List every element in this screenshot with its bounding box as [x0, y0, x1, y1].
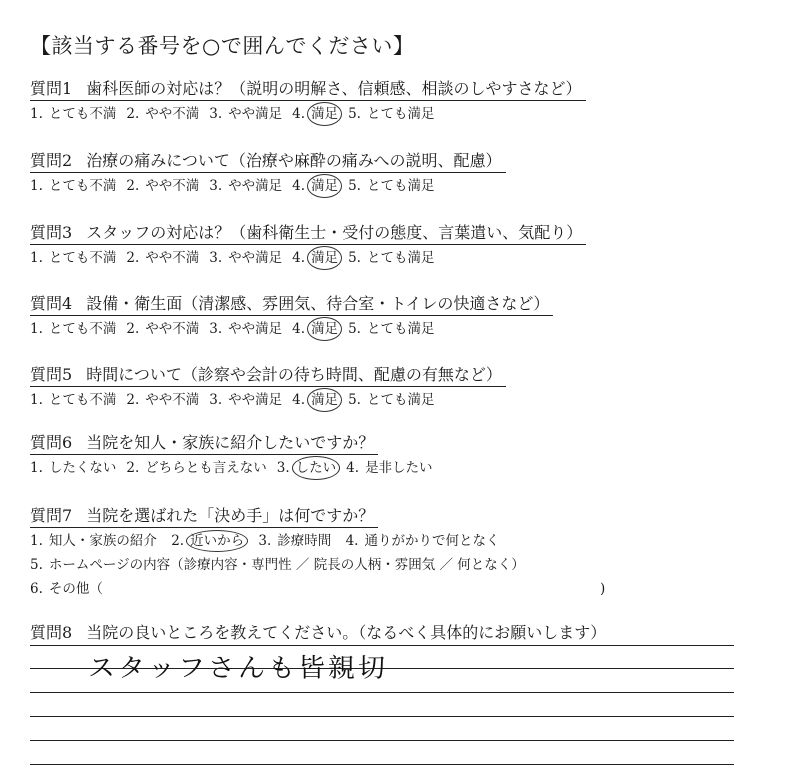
option-number: 3. — [276, 460, 290, 476]
option-label: とても不満 — [48, 178, 117, 194]
options-row — [30, 248, 586, 268]
option-label: やや不満 — [145, 178, 200, 194]
option-number: 1. — [30, 178, 43, 194]
question-title — [30, 293, 553, 316]
option-1[interactable] — [30, 248, 116, 268]
answer-line[interactable] — [30, 692, 734, 693]
selected-circle-mark: 満足 — [311, 250, 339, 266]
option-2[interactable] — [126, 104, 199, 124]
selected-circle-mark: 満足 — [311, 321, 339, 337]
option-label: やや満足 — [228, 106, 283, 122]
option-number: 2. — [126, 178, 140, 194]
question-number: 質問1 — [30, 79, 73, 98]
option-2[interactable] — [126, 319, 199, 339]
option-label: やや不満 — [145, 106, 200, 122]
question-title — [30, 432, 378, 455]
option-label: とても満足 — [366, 321, 435, 337]
option-3[interactable] — [209, 104, 282, 124]
question-text: 当院の良いところを教えてください。（なるべく具体的にお願いします） — [86, 623, 607, 642]
option-3[interactable] — [209, 248, 282, 268]
option-number: 3. — [209, 178, 223, 194]
option-2[interactable] — [126, 176, 199, 196]
option-number: 1. — [30, 321, 43, 337]
selected-circle-mark: 近いから — [190, 533, 245, 549]
option-1[interactable] — [30, 319, 116, 339]
question-text: 時間について（診察や会計の待ち時間、配慮の有無など） — [86, 365, 502, 384]
option-number: 5. — [348, 106, 361, 122]
option-number: 4. — [292, 106, 306, 122]
question-text: 設備・衛生面（清潔感、雰囲気、待合室・トイレの快適さなど） — [86, 294, 550, 313]
option-label: やや不満 — [145, 250, 200, 266]
option-number: 3. — [209, 392, 223, 408]
option-2[interactable] — [126, 248, 199, 268]
option-number: 2. — [126, 321, 140, 337]
option-5[interactable] — [348, 319, 434, 339]
question-6 — [30, 432, 433, 478]
option-label: やや満足 — [228, 178, 283, 194]
option-number: 2. — [126, 392, 140, 408]
option-number: 4. — [292, 392, 306, 408]
option-label: やや満足 — [228, 321, 283, 337]
answer-line[interactable] — [30, 740, 734, 741]
option-number: 1. — [30, 392, 43, 408]
option-number: 3. — [209, 321, 223, 337]
option-label: とても不満 — [48, 392, 117, 408]
question-text: 歯科医師の対応は？（説明の明解さ、信頼感、相談のしやすさなど） — [86, 79, 582, 98]
options-row — [30, 458, 433, 478]
option-number: 1. — [30, 106, 43, 122]
option-3[interactable] — [209, 319, 282, 339]
option-number: 2. — [126, 460, 140, 476]
option-1[interactable] — [30, 104, 116, 124]
option-5[interactable] — [348, 176, 434, 196]
option-label: とても不満 — [48, 321, 117, 337]
option-label: とても不満 — [48, 250, 117, 266]
question-1 — [30, 78, 586, 124]
option-4[interactable] — [292, 104, 338, 124]
options-row — [30, 104, 586, 124]
question-number: 質問4 — [30, 294, 73, 313]
question-title — [30, 78, 586, 101]
option-1[interactable] — [30, 176, 116, 196]
question-text: 当院を選ばれた「決め手」は何ですか？ — [86, 506, 375, 525]
question-number: 質問3 — [30, 223, 73, 242]
question-5 — [30, 364, 506, 410]
option-label: やや満足 — [228, 250, 283, 266]
answer-line[interactable] — [30, 716, 734, 717]
option-label: とても不満 — [48, 106, 117, 122]
option-label: 是非したい — [365, 460, 433, 476]
option-label: したくない — [48, 460, 117, 476]
question-number: 質問5 — [30, 365, 73, 384]
option-number: 2. — [126, 250, 140, 266]
q7-option-1[interactable]: 1. 知人・家族の紹介 — [30, 533, 157, 549]
answer-line[interactable] — [30, 645, 734, 646]
option-number: 5. — [348, 178, 361, 194]
option-label: やや不満 — [145, 392, 200, 408]
option-number: 5. — [348, 321, 361, 337]
question-8 — [30, 622, 610, 644]
option-1[interactable] — [30, 458, 116, 478]
options-row — [30, 390, 506, 410]
other-close-paren: ) — [600, 581, 606, 597]
question-text: 治療の痛みについて（治療や麻酔の痛みへの説明、配慮） — [86, 151, 502, 170]
question-text: スタッフの対応は？（歯科衛生士・受付の態度、言葉遣い、気配り） — [86, 223, 583, 242]
question-text: 当院を知人・家族に紹介したいですか？ — [86, 433, 375, 452]
q7-option-6[interactable]: 6. その他（ ) — [30, 578, 535, 600]
question-number: 質問8 — [30, 623, 73, 642]
option-label: とても満足 — [366, 392, 435, 408]
selected-circle-mark: 満足 — [311, 106, 339, 122]
option-5[interactable] — [348, 390, 434, 410]
option-number: 2. — [126, 106, 140, 122]
option-4[interactable] — [346, 458, 432, 478]
selected-circle-mark: 満足 — [311, 392, 339, 408]
option-number: 4. — [346, 460, 360, 476]
question-title — [30, 505, 378, 528]
question-2 — [30, 150, 506, 196]
q7-option-2[interactable]: 2. 近いから — [171, 533, 245, 549]
option-2[interactable] — [126, 390, 199, 410]
selected-circle-mark: 満足 — [311, 178, 339, 194]
option-number: 1. — [30, 460, 43, 476]
option-4[interactable] — [292, 319, 338, 339]
option-number: 4. — [292, 178, 306, 194]
option-number: 3. — [209, 106, 223, 122]
option-4[interactable] — [292, 176, 338, 196]
option-4[interactable] — [292, 390, 338, 410]
form-header: 【該当する番号を○で囲んでください】 — [30, 34, 415, 58]
handwritten-answer: スタッフさんも皆親切 — [88, 653, 388, 684]
option-5[interactable] — [348, 104, 434, 124]
q7-options-row-1 — [30, 530, 535, 552]
question-number: 質問7 — [30, 506, 73, 525]
option-label: とても満足 — [366, 250, 435, 266]
options-row — [30, 319, 553, 339]
selected-circle-mark: したい — [295, 460, 337, 476]
option-number: 4. — [292, 321, 306, 337]
options-row — [30, 176, 506, 196]
option-1[interactable] — [30, 390, 116, 410]
option-label: やや満足 — [228, 392, 283, 408]
option-5[interactable] — [348, 248, 434, 268]
option-label: とても満足 — [366, 178, 435, 194]
option-label: とても満足 — [366, 106, 435, 122]
question-4 — [30, 293, 553, 339]
question-title — [30, 222, 586, 245]
option-3[interactable] — [209, 176, 282, 196]
question-title — [30, 622, 610, 644]
q7-option-3[interactable]: 3. 診療時間 — [258, 533, 332, 549]
option-4[interactable] — [292, 248, 338, 268]
option-label: やや不満 — [145, 321, 200, 337]
question-3 — [30, 222, 586, 268]
option-3[interactable] — [277, 458, 336, 478]
option-number: 5. — [348, 392, 361, 408]
question-title — [30, 364, 506, 387]
question-title — [30, 150, 506, 173]
q7-option-5[interactable]: 5. ホームページの内容（診療内容・専門性 ／ 院長の人柄・雰囲気 ／ 何となく） — [30, 557, 525, 573]
option-number: 3. — [209, 250, 223, 266]
option-3[interactable] — [209, 390, 282, 410]
option-2[interactable] — [126, 458, 266, 478]
question-number: 質問2 — [30, 151, 73, 170]
option-number: 4. — [292, 250, 306, 266]
option-label: どちらとも言えない — [145, 460, 267, 476]
question-number: 質問6 — [30, 433, 73, 452]
option-number: 5. — [348, 250, 361, 266]
question-7 — [30, 505, 606, 600]
answer-line[interactable] — [30, 764, 734, 765]
q7-option-4[interactable]: 4. 通りがかりで何となく — [345, 533, 500, 549]
option-number: 1. — [30, 250, 43, 266]
